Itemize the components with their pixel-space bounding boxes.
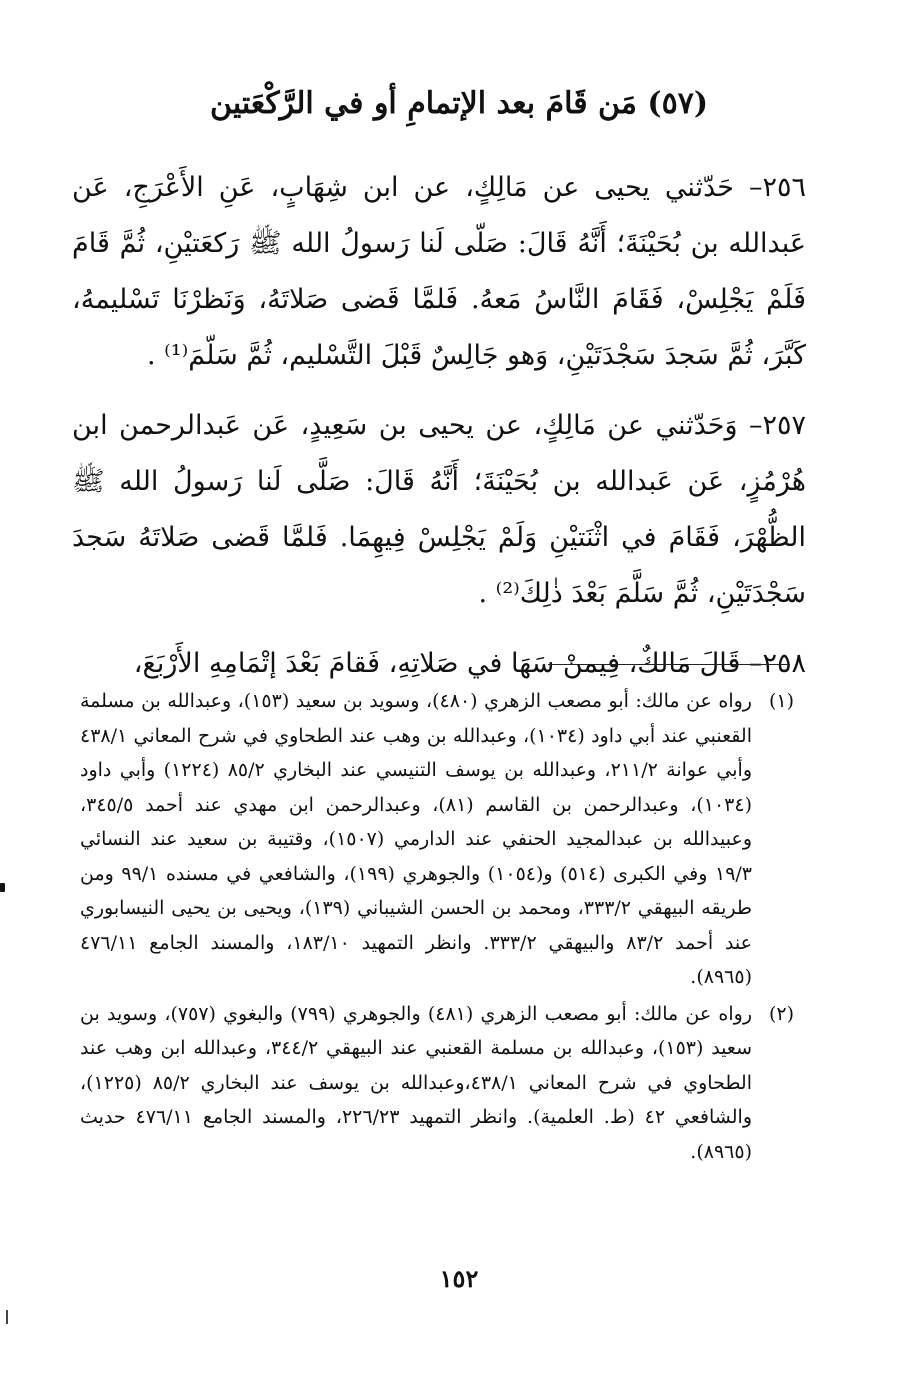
footnote-1 (80, 684, 794, 995)
footnote-2 (80, 997, 794, 1170)
footnote-separator (548, 664, 790, 665)
hadith-256: ٢٥٦– حَدّثني يحيى عن مَالِكٍ، عن ابن شِهَابٍ، عَنِ الأَعْرَجِ، عَن عَبدالله بن بُحَيْنَةَ؛ أَنَّهُ قَالَ: صَلّى لَنا رَسولُ الله ﷺ رَكعَتيْنِ، ثُمَّ قَامَ فَلَمْ يَجْلِسْ، فَقَامَ النَّاسُ مَعهُ. فَلمَّا قَضى صَلاتَهُ، وَنَظرْنَا تَسْليمهُ، كَبَّرَ، ثُمَّ سَجدَ سَجْدَتَيْنِ، وَهو جَالِسٌ قَبْلَ التَّسْليم، ثُمَّ سَلّمَ⁽¹⁾ . (72, 172, 806, 371)
footnotes (80, 684, 794, 1171)
page-number: ١٥٢ (439, 1264, 479, 1293)
chapter-title: (٥٧) مَن قَامَ بعد الإتمامِ أو في الرَّكْعَتين (209, 86, 709, 121)
footnote-text: رواه عن مالك: أبو مصعب الزهري (٤٨٠)، وسويد بن سعيد (١٥٣)، وعبدالله بن مسلمة القعنبي عند أبي داود (١٠٣٤)، وعبدالله بن وهب عند الطحاوي في شرح المعاني ٤٣٨/١ وأبي عوانة ٢١١/٢، وعبدالله بن يوسف التنيسي عند البخاري ٨٥/٢ (١٢٢٤) وأبي داود (١٠٣٤)، وعبدالرحمن بن القاسم (٨١)، وعبدالرحمن ابن مهدي عند أحمد ٣٤٥/٥، وعبيدالله بن عبدالمجيد الحنفي عند الدارمي (١٥٠٧)، وقتيبة بن سعيد عند النسائي ١٩/٣ وفي الكبرى (٥١٤) و(١٠٥٤) والجوهري (١٩٩)، والشافعي في مسنده ٩٩/١ ومن طريقه البيهقي ٣٣٣/٢، ومحمد بن الحسن الشيباني (١٣٩)، ويحيى بن يحيى النيسابوري عند أحمد ٨٣/٢ والبيهقي ٣٣٣/٢. وانظر التمهيد ١٨٣/١٠، والمسند الجامع ٤٧٦/١١ (٨٩٦٥). (80, 690, 753, 988)
footnote-number: (١) (768, 690, 794, 712)
hadith-258: ٢٥٨– قَالَ مَالكٌ، فِيمنْ سَهَا في صَلاتِهِ، فَقامَ بَعْدَ إتْمَامِهِ الأَرْبَعَ، (133, 648, 806, 679)
hadith-257: ٢٥٧– وَحَدّثني عن مَالِكٍ، عن يحيى بن سَعِيدٍ، عَن عَبدالرحمن ابن هُرْمُزٍ، عَن عَبدالله بن بُحَيْنَةَ؛ أَنَّهُ قَالَ: صَلَّى لَنا رَسولُ الله ﷺ الظُّهْرَ، فَقَامَ في اثْنَتيْنِ وَلَمْ يَجْلِسْ فِيهِمَا. فَلمَّا قَضى صَلاتَهُ سَجدَ سَجْدَتَيْنِ، ثُمَّ سَلَّمَ بَعْدَ ذٰلِكَ⁽²⁾ . (72, 410, 806, 609)
footnote-text: رواه عن مالك: أبو مصعب الزهري (٤٨١) والجوهري (٧٩٩) والبغوي (٧٥٧)، وسويد بن سعيد (١٥٣)، وعبدالله بن مسلمة القعنبي عند البيهقي ٣٤٤/٢، وعبدالله ابن وهب عند الطحاوي في شرح المعاني ٤٣٨/١،وعبدالله بن يوسف عند البخاري ٨٥/٢ (١٢٢٥)، والشافعي ٤٢ (ط. العلمية). وانظر التمهيد ٢٢٦/٢٣، والمسند الجامع ٤٧٦/١١ حديث (٨٩٦٥). (80, 1002, 753, 1163)
footnote-number: (٢) (768, 1002, 794, 1025)
main-text (72, 160, 806, 706)
scan-margin-tick (6, 1310, 8, 1324)
scan-margin-mark (0, 883, 5, 892)
